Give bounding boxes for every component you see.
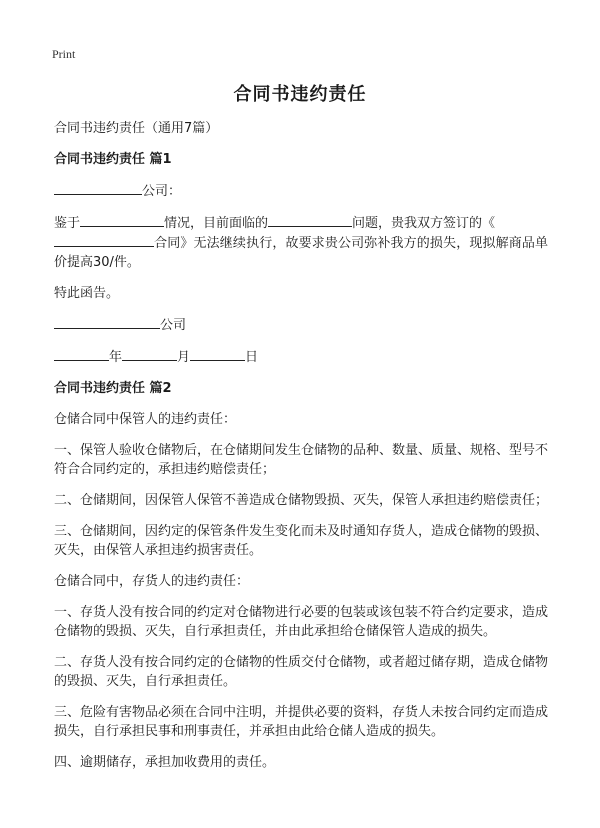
document-title: 合同书违约责任 [233,84,367,105]
section-1-heading: 合同书违约责任 篇1 [54,152,172,167]
paragraph: 二、存货人没有按合同约定的仓储物的性质交付仓储物，或者超过储存期，造成仓储物的毁损、灭失，自行承担责任。 [54,655,549,689]
month-blank [122,347,177,361]
signature-suffix: 公司 [160,318,187,333]
paragraph: 一、保管人验收仓储物后，在仓储期间发生仓储物的品种、数量、质量、规格、型号不符合合同约定的，承担违约赔偿责任； [54,443,549,477]
paragraph: 仓储合同中保管人的违约责任： [54,412,237,427]
year-blank [54,347,109,361]
day-blank [190,347,245,361]
signature-blank [54,315,160,329]
year-label: 年 [109,350,123,365]
addressee-blank [54,181,142,195]
addressee-suffix: 公司： [142,184,182,199]
section-1-body [54,213,548,272]
body-text-4: 合同》无法继续执行，故要求贵公司弥补我方的损失，现拟解商品单价提高30/件。 [54,236,548,270]
addressee-line [54,181,548,201]
document-subtitle: 合同书违约责任（通用7篇） [54,121,219,136]
contract-name-blank [54,233,154,247]
signature-line [54,315,548,335]
date-line [54,347,548,367]
body-text-1: 鉴于 [54,216,81,231]
paragraph: 仓储合同中，存货人的违约责任： [54,574,250,589]
body-text-2: 情况，目前面临的 [164,216,269,231]
paragraph: 三、仓储期间，因约定的保管条件发生变化而未及时通知存货人，造成仓储物的毁损、灭失，由保管人承担违约损害责任。 [54,524,549,558]
day-label: 日 [245,350,259,365]
situation-blank [80,213,164,227]
print-label: Print [52,47,76,61]
problem-blank [268,213,352,227]
paragraph: 三、危险有害物品必须在合同中注明，并提供必要的资料，存货人未按合同约定而造成损失，自行承担民事和刑事责任，并承担由此给仓储人造成的损失。 [54,705,549,739]
body-text-3: 问题，贵我双方签订的《 [352,216,496,231]
document-body [54,119,548,784]
paragraph: 四、逾期储存，承担加收费用的责任。 [54,755,276,770]
closing-line: 特此函告。 [54,286,120,301]
month-label: 月 [177,350,191,365]
paragraph: 二、仓储期间，因保管人保管不善造成仓储物毁损、灭失，保管人承担违约赔偿责任； [54,493,549,508]
section-2-heading: 合同书违约责任 篇2 [54,381,172,396]
paragraph: 一、存货人没有按合同的约定对仓储物进行必要的包装或该包装不符合约定要求，造成仓储物的毁损、灭失，自行承担责任，并由此承担给仓储保管人造成的损失。 [54,605,549,639]
